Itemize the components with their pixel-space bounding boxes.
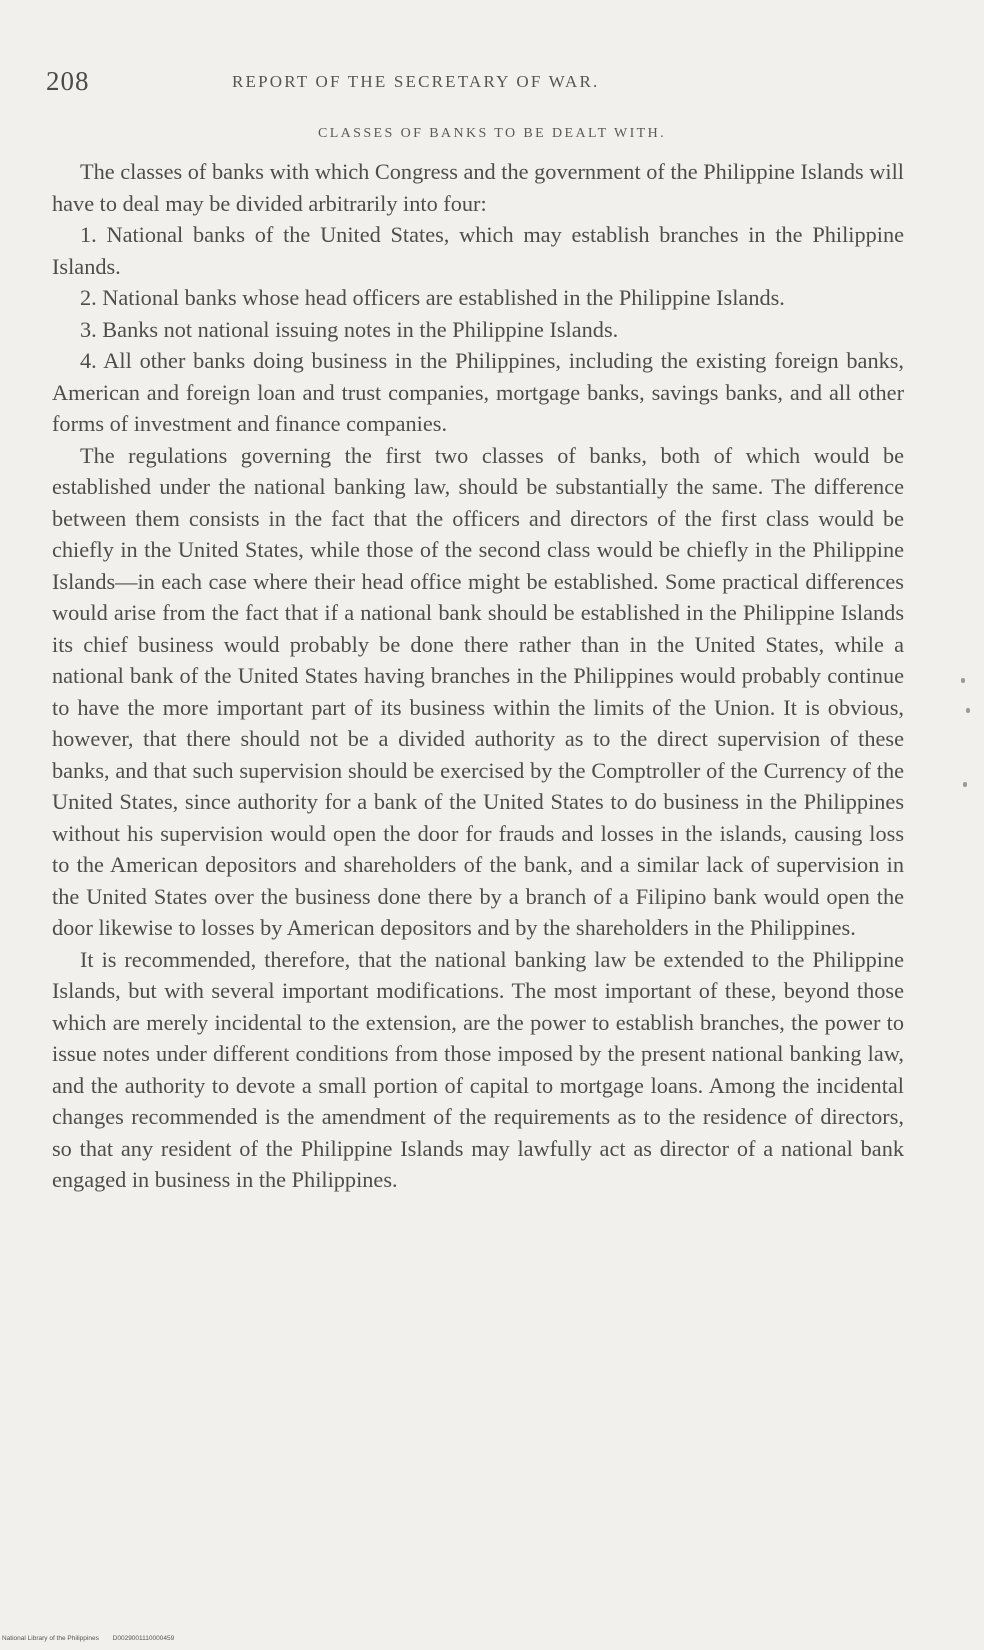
footer-identifier: D0029001110000459 [112,1635,175,1642]
list-item-2: 2. National banks whose head officers are established in the Philippine Islands. [80,285,785,310]
margin-speck [966,708,970,713]
list-item-4: 4. All other banks doing business in the Philippines, including the existing foreign banks, American and foreign loan and trust companies, mortgage banks, savings banks, and all other forms of investment and finance companies. [52,348,904,436]
margin-speck [963,782,967,787]
running-title: REPORT OF THE SECRETARY OF WAR. [232,72,600,91]
recommendation-paragraph: It is recommended, therefore, that the national banking law be extended to the Philippine Islands, but with several important modifications. The most important of these, beyond those which are merely incidental to the extension, are the power to establish branches, the power to issue notes under different conditions from those imposed by the present national banking law, and the authority to devote a small portion of capital to mortgage loans. Among the incidental changes recommended is the amendment of the requirements as to the residence of directors, so that any resident of the Philippine Islands may lawfully act as director of a national bank engaged in business in the Philippines. [52,946,904,1192]
margin-speck [961,678,965,683]
body-text [52,156,904,1196]
intro-paragraph: The classes of banks with which Congress and the government of the Philippine Islands will have to deal may be divided arbitrarily into four: [52,159,904,216]
page-number: 208 [46,66,90,96]
footer-credit [2,1635,186,1642]
running-head [46,66,926,106]
list-item-3: 3. Banks not national issuing notes in the Philippine Islands. [80,316,619,342]
regulations-paragraph: The regulations governing the first two classes of banks, both of which would be established under the national banking law, should be substantially the same. The difference between them consists in the fact that the officers and directors of the first class would be chiefly in the United States, while those of the second class would be chiefly in the Philippine Islands—in each case where their head office might be established. Some practical differences would arise from the fact that if a national bank should be established in the Philippine Islands its chief business would probably be done there rather than in the United States, while a national bank of the United States having branches in the Philippines would probably continue to have the more important part of its business within the limits of the Union. It is obvious, however, that there should not be a divided authority as to the direct supervision of these banks, and that such supervision should be exercised by the Comptroller of the Currency of the United States, since authority for a bank of the United States to do business in the Philippines without his supervision would open the door for frauds and losses in the islands, causing loss to the American depositors and shareholders of the bank, and a similar lack of supervision in the United States over the business done there by a branch of a Filipino bank would open the door likewise to losses by American depositors and by the shareholders in the Philippines. [52,442,904,940]
section-heading: CLASSES OF BANKS TO BE DEALT WITH. [317,126,667,141]
footer-source: National Library of the Philippines [2,1635,99,1642]
list-item-1: 1. National banks of the United States, which may establish branches in the Philippine Islands. [52,222,904,279]
